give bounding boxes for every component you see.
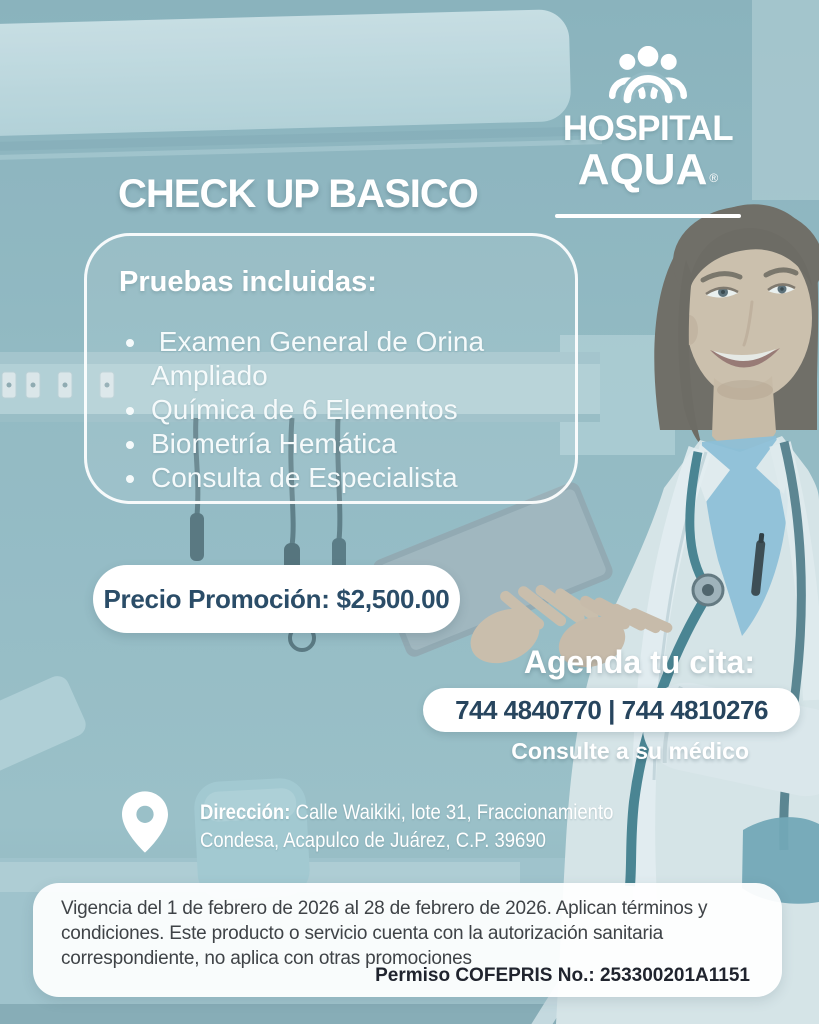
address-line1	[200, 799, 614, 827]
tests-list	[117, 325, 549, 495]
address-label: Dirección:	[200, 801, 291, 824]
phone-numbers: 744 4840770 | 744 4810276	[455, 694, 768, 725]
location-pin-icon	[122, 791, 168, 853]
price-label: Precio Promoción: $2,500.00	[103, 583, 450, 614]
consult-note: Consulte a su médico	[511, 738, 749, 764]
registered-mark: ®	[709, 171, 719, 185]
address-line1-text: Calle Waikiki, lote 31, Fraccionamiento	[295, 801, 614, 824]
test-item: • Consulta de Especialista	[149, 461, 549, 495]
price-pill	[93, 565, 460, 633]
brand-name-line2	[540, 145, 756, 200]
test-item: • Química de 6 Elementos	[149, 393, 549, 427]
cofepris-permit: Permiso COFEPRIS No.: 253300201A1151	[375, 965, 750, 986]
people-group-icon	[601, 46, 695, 106]
agenda-heading: Agenda tu cita:	[523, 644, 755, 680]
tests-heading: Pruebas incluidas:	[119, 266, 377, 298]
logo-underline	[555, 214, 741, 218]
test-item: • Biometría Hemática	[149, 427, 549, 461]
address-line2: Condesa, Acapulco de Juárez, C.P. 39690	[200, 829, 546, 852]
tests-box	[84, 233, 578, 504]
brand-logo	[540, 46, 756, 218]
page-title: CHECK UP BASICO	[118, 172, 478, 216]
address-block	[200, 799, 614, 855]
brand-name-aqua: AQUA	[577, 145, 708, 194]
legal-vigencia-text: Vigencia del 1 de febrero de 2026 al 28 de febrero de 2026. Aplican términos y condiciones. Este producto o servicio cuenta con la autorización sanitaria correspondiente, no aplica con otras promociones	[61, 898, 708, 969]
phone-pill	[423, 688, 800, 732]
test-item: • Examen General de Orina Ampliado	[149, 325, 549, 393]
brand-name-line1: HOSPITAL	[562, 109, 734, 148]
legal-box	[33, 883, 782, 997]
